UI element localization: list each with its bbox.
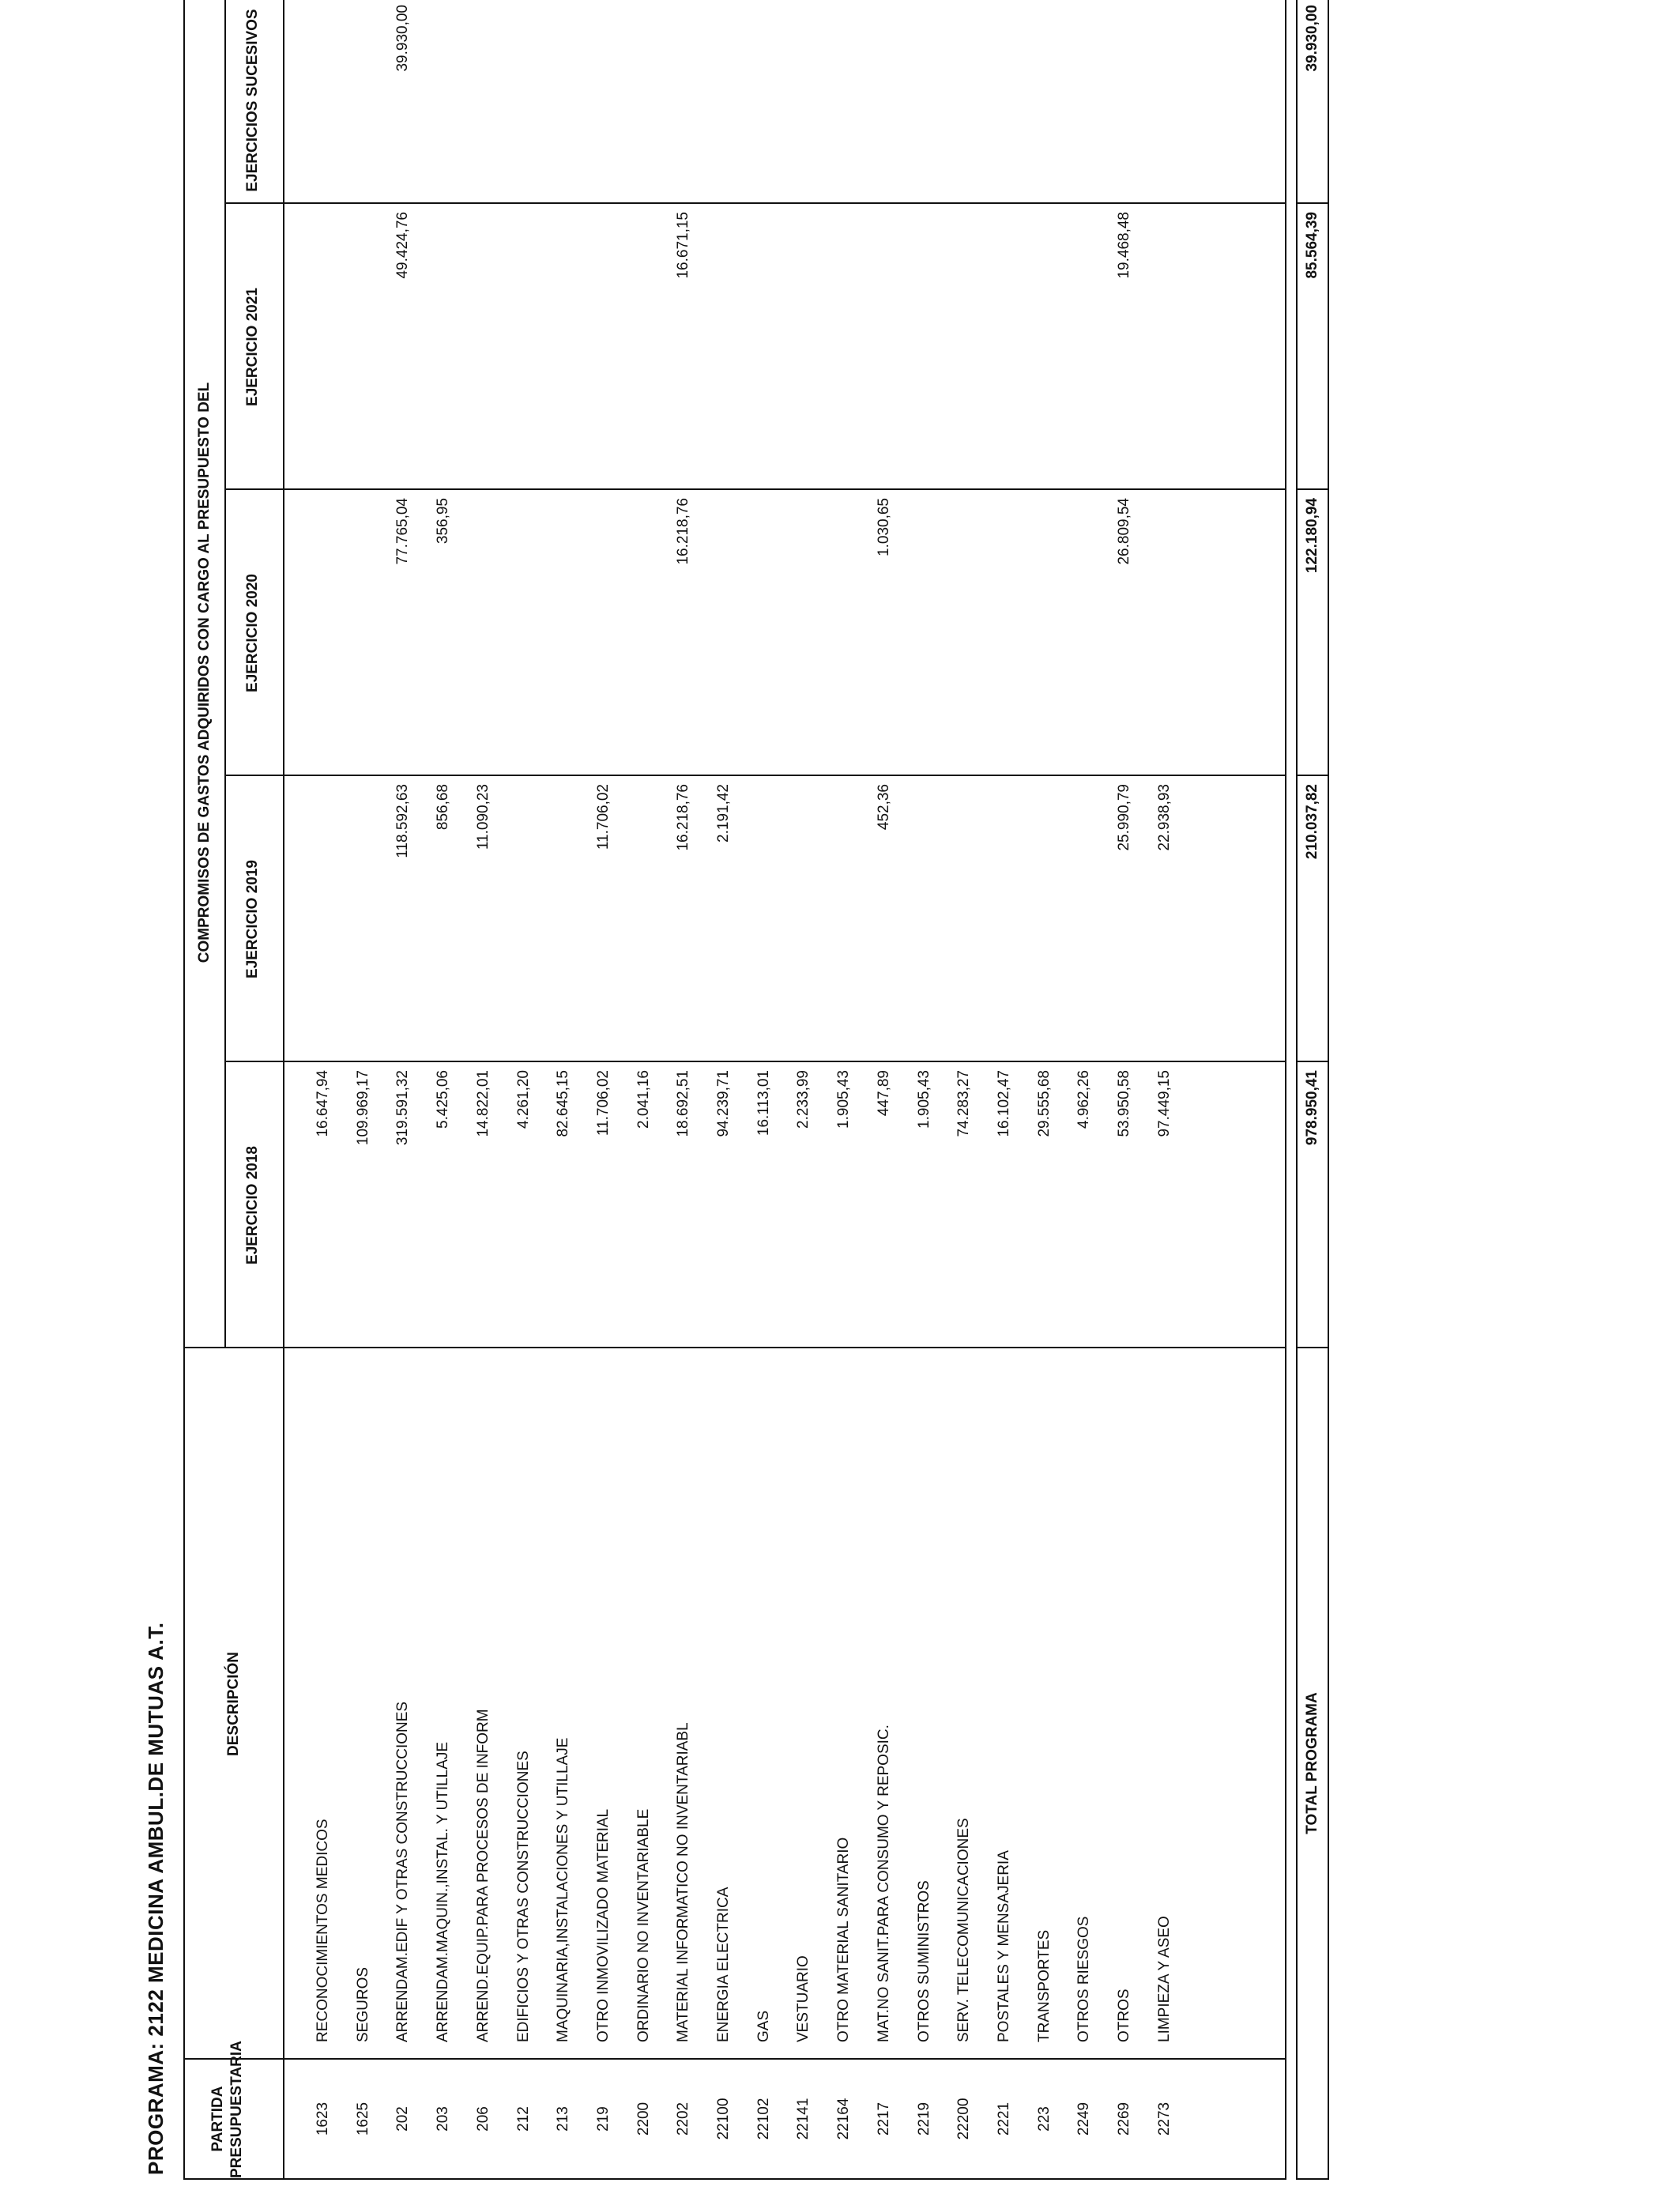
amount-sucesivos [1105,5,1144,204]
description: MAT.NO SANIT.PARA CONSUMO Y REPOSIC. [876,1725,892,2042]
amount-2019 [504,784,544,1062]
partida-code: 1623 [315,2102,331,2136]
amount-2020 [544,498,583,776]
description: POSTALES Y MENSAJERIA [996,1850,1012,2042]
amount-sucesivos [624,5,664,204]
amount-sucesivos [1064,5,1104,204]
amount-2020 [584,498,623,776]
amount-2021 [624,212,664,490]
amount-2018: 94.239,71 [715,1070,732,1137]
amount-sucesivos [744,5,784,204]
partida-code: 22200 [955,2098,972,2140]
partida-code: 206 [475,2106,492,2132]
partida-code: 223 [1036,2106,1053,2132]
partida-code: 212 [515,2106,532,2132]
amount-2018: 447,89 [876,1070,892,1117]
description: OTRO INMOVILIZADO MATERIAL [595,1808,612,2042]
amount-2020 [464,498,503,776]
partida-code: 22100 [715,2098,732,2140]
amount-sucesivos: 39.930,00 [394,5,411,72]
amount-2021 [424,212,463,490]
amount-2019: 118.592,63 [394,784,411,858]
amount-sucesivos [544,5,583,204]
program-title: PROGRAMA: 2122 MEDICINA AMBUL.DE MUTUAS A.T. [144,1622,168,2175]
amount-2018: 109.969,17 [355,1070,371,1146]
amount-2018: 5.425,06 [435,1070,451,1129]
amount-2018: 1.905,43 [835,1070,852,1129]
amount-2020 [1064,498,1104,776]
amount-2021 [905,212,944,490]
amount-sucesivos [824,5,864,204]
description: OTROS RIESGOS [1075,1916,1092,2042]
amount-sucesivos [1145,5,1185,204]
amount-2018: 97.449,15 [1156,1070,1173,1137]
description: ARREND.EQUIP.PARA PROCESOS DE INFORM [475,1709,492,2042]
amount-2019 [544,784,583,1062]
header-year-2018: EJERCICIO 2018 [244,1146,261,1265]
partida-code: 2249 [1075,2102,1092,2136]
header-group: COMPROMISOS DE GASTOS ADQUIRIDOS CON CARGO AL PRESUPUESTO DEL [196,382,213,963]
total-2018: 978.950,41 [1304,1070,1320,1146]
amount-2019: 11.090,23 [475,784,492,850]
amount-2018: 16.102,47 [996,1070,1012,1137]
description: ORDINARIO NO INVENTARIABLE [635,1808,652,2042]
amount-2019: 25.990,79 [1116,784,1132,851]
amount-2021 [1025,212,1064,490]
amount-2020 [744,498,784,776]
amount-2018: 14.822,01 [475,1070,492,1137]
amount-2021 [704,212,744,490]
amount-2021 [1145,212,1185,490]
partida-code: 213 [555,2106,571,2132]
amount-sucesivos [344,5,383,204]
description: OTROS SUMINISTROS [916,1880,932,2042]
amount-sucesivos [303,5,343,204]
header-descripcion: DESCRIPCIÓN [225,1652,242,1756]
header-year-2020: EJERCICIO 2020 [244,574,261,692]
amount-2019: 2.191,42 [715,784,732,843]
amount-2021 [944,212,984,490]
partida-code: 22164 [835,2098,852,2140]
amount-2020 [704,498,744,776]
amount-2019 [944,784,984,1062]
amount-2018: 11.706,02 [595,1070,612,1137]
header-sucesivos: EJERCICIOS SUCESIVOS [244,9,261,192]
description: SEGUROS [355,1966,371,2042]
amount-2019 [905,784,944,1062]
amount-2021: 19.468,48 [1116,212,1132,279]
total-row [1296,0,1329,2180]
amount-2021 [303,212,343,490]
amount-2020 [985,498,1024,776]
amount-sucesivos [944,5,984,204]
partida-code: 2219 [916,2102,932,2136]
amount-sucesivos [464,5,503,204]
partida-code: 202 [394,2106,411,2132]
amount-2018: 319.591,32 [394,1070,411,1146]
amount-2020 [303,498,343,776]
commitments-table [183,0,1286,2180]
amount-2018: 2.233,99 [795,1070,812,1129]
amount-2018: 16.113,01 [755,1070,772,1137]
amount-sucesivos [704,5,744,204]
amount-2019: 452,36 [876,784,892,831]
partida-code: 22102 [755,2098,772,2140]
amount-2018: 4.962,26 [1075,1070,1092,1129]
amount-2019 [1064,784,1104,1062]
amount-2019: 856,68 [435,784,451,831]
amount-2021: 16.671,15 [675,212,691,279]
amount-2019 [303,784,343,1062]
amount-2020 [504,498,544,776]
amount-2020 [1145,498,1185,776]
amount-2019: 22.938,93 [1156,784,1173,851]
partida-code: 203 [435,2106,451,2132]
amount-sucesivos [784,5,823,204]
amount-2018: 4.261,20 [515,1070,532,1129]
amount-2018: 82.645,15 [555,1070,571,1137]
description: OTROS [1116,1989,1132,2042]
header-divider [283,0,284,2178]
amount-2021 [985,212,1024,490]
amount-sucesivos [424,5,463,204]
amount-2021 [344,212,383,490]
amount-2021 [504,212,544,490]
amount-sucesivos [664,5,703,204]
partida-code: 2269 [1116,2102,1132,2136]
amount-2020: 356,95 [435,498,451,545]
description: OTRO MATERIAL SANITARIO [835,1837,852,2042]
partida-code: 2200 [635,2102,652,2136]
partida-code: 1625 [355,2102,371,2136]
amount-2021 [864,212,904,490]
amount-2021 [584,212,623,490]
amount-2020 [944,498,984,776]
amount-2020: 26.809,54 [1116,498,1132,565]
amount-sucesivos [985,5,1024,204]
description: MATERIAL INFORMATICO NO INVENTARIABL [675,1722,691,2042]
description: TRANSPORTES [1036,1929,1053,2042]
amount-2021 [1064,212,1104,490]
total-label: TOTAL PROGRAMA [1304,1692,1320,1834]
amount-2020 [905,498,944,776]
description: RECONOCIMIENTOS MEDICOS [315,1819,331,2042]
amount-2018: 53.950,58 [1116,1070,1132,1137]
amount-2018: 16.647,94 [315,1070,331,1137]
description: GAS [755,2010,772,2042]
amount-2020: 16.218,76 [675,498,691,565]
description: ARRENDAM.EDIF Y OTRAS CONSTRUCCIONES [394,1701,411,2042]
amount-2019 [985,784,1024,1062]
amount-2019 [824,784,864,1062]
total-sucesivos: 39.930,00 [1304,5,1320,72]
amount-sucesivos [864,5,904,204]
amount-2020 [1025,498,1064,776]
amount-2021 [544,212,583,490]
description: MAQUINARIA,INSTALACIONES Y UTILLAJE [555,1737,571,2042]
amount-2021 [744,212,784,490]
description: EDIFICIOS Y OTRAS CONSTRUCCIONES [515,1751,532,2042]
header-year-2021: EJERCICIO 2021 [244,288,261,406]
amount-2021: 49.424,76 [394,212,411,279]
amount-2019 [744,784,784,1062]
amount-2020 [624,498,664,776]
description: ARRENDAM.MAQUIN.,INSTAL. Y UTILLAJE [435,1741,451,2042]
total-2020: 122.180,94 [1304,498,1320,574]
amount-2018: 2.041,16 [635,1070,652,1129]
amount-2019 [1025,784,1064,1062]
amount-sucesivos [1025,5,1064,204]
partida-code: 2221 [996,2102,1012,2136]
description: SERV. TELECOMUNICACIONES [955,1818,972,2042]
amount-2019 [784,784,823,1062]
partida-code: 219 [595,2106,612,2132]
total-2021: 85.564,39 [1304,212,1320,279]
partida-code: 22141 [795,2098,812,2140]
amount-2020 [344,498,383,776]
amount-sucesivos [584,5,623,204]
amount-sucesivos [504,5,544,204]
partida-code: 2217 [876,2102,892,2136]
description: LIMPIEZA Y ASEO [1156,1916,1173,2042]
amount-2018: 29.555,68 [1036,1070,1053,1137]
amount-2018: 74.283,27 [955,1070,972,1137]
amount-2019: 16.218,76 [675,784,691,851]
amount-2018: 18.692,51 [675,1070,691,1137]
amount-2021 [824,212,864,490]
partida-code: 2202 [675,2102,691,2136]
amount-2020 [824,498,864,776]
group-header-divider [224,0,226,1348]
total-2019: 210.037,82 [1304,784,1320,860]
amount-2019 [344,784,383,1062]
amount-sucesivos [905,5,944,204]
amount-2020: 77.765,04 [394,498,411,565]
header-year-2019: EJERCICIO 2019 [244,860,261,978]
amount-2021 [464,212,503,490]
amount-2019: 11.706,02 [595,784,612,850]
header-partida: PARTIDA PRESUPUESTARIA [209,2041,245,2178]
amount-2019 [624,784,664,1062]
amount-2020 [784,498,823,776]
description: VESTUARIO [795,1955,812,2042]
amount-2020: 1.030,65 [876,498,892,556]
amount-2018: 1.905,43 [916,1070,932,1129]
partida-code: 2273 [1156,2102,1173,2136]
description: ENERGIA ELECTRICA [715,1887,732,2042]
amount-2021 [784,212,823,490]
